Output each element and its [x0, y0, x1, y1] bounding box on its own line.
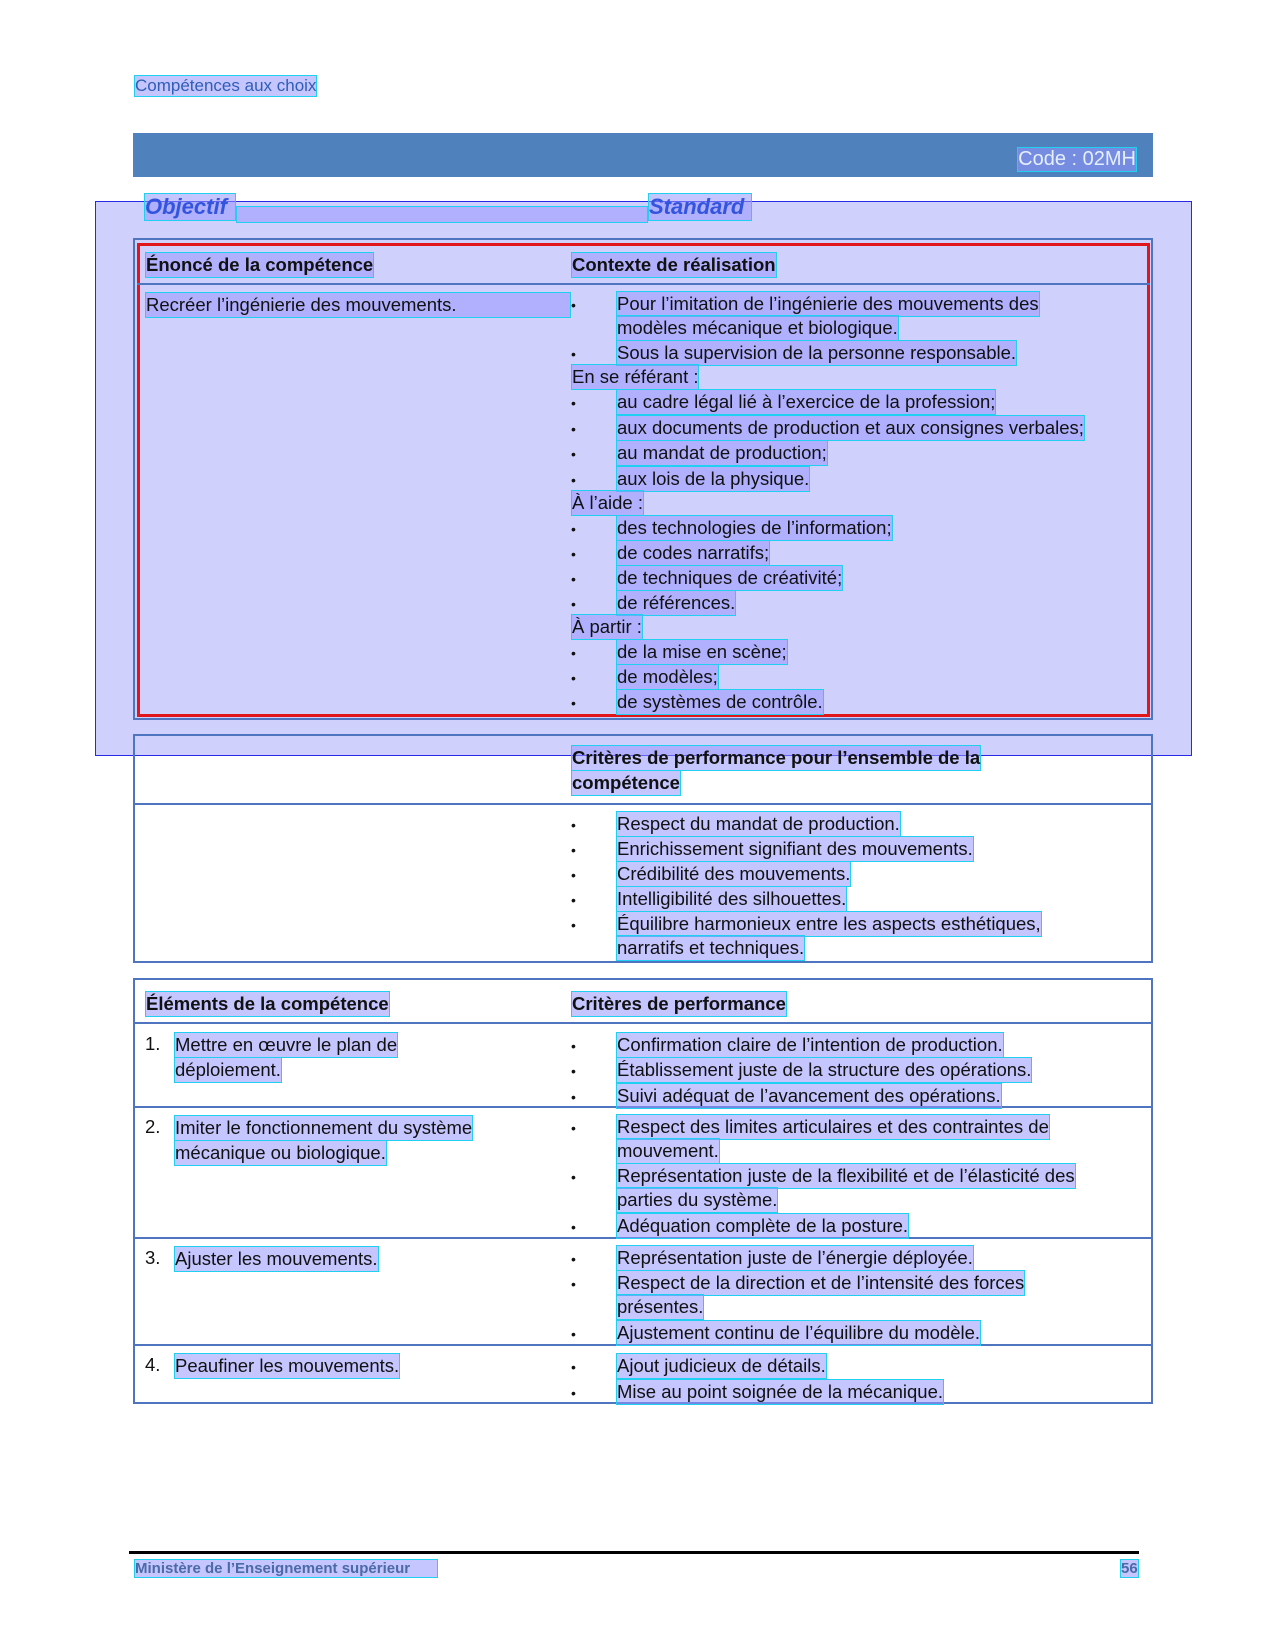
- context-item: En se référant :: [571, 364, 699, 390]
- criteres-heading: Critères de performance: [571, 991, 787, 1017]
- competency-statement: Recréer l’ingénierie des mouvements.: [145, 292, 571, 318]
- contexte-heading: Contexte de réalisation: [571, 252, 777, 278]
- footer-ministry: Ministère de l’Enseignement supérieur: [134, 1559, 438, 1578]
- objectif-label: Objectif: [144, 193, 236, 221]
- bullet-icon: •: [571, 1359, 576, 1375]
- context-item: Pour l’imitation de l’ingénierie des mouvements des: [616, 291, 1040, 317]
- bullet-icon: •: [571, 842, 576, 858]
- context-item: de systèmes de contrôle.: [616, 689, 824, 715]
- context-item: de la mise en scène;: [616, 639, 788, 665]
- element-label: mécanique ou biologique.: [174, 1140, 387, 1166]
- element-label: Ajuster les mouvements.: [174, 1246, 379, 1272]
- element-critere-item: Suivi adéquat de l’avancement des opérations.: [616, 1083, 1002, 1109]
- code-bar: [133, 133, 1153, 177]
- footer-page-number: 56: [1121, 1560, 1138, 1577]
- bullet-icon: •: [571, 546, 576, 562]
- context-item: de codes narratifs;: [616, 540, 770, 566]
- bullet-icon: •: [571, 472, 576, 488]
- element-critere-item: Mise au point soignée de la mécanique.: [616, 1379, 944, 1405]
- bullet-icon: •: [571, 1219, 576, 1235]
- bullet-icon: •: [571, 1251, 576, 1267]
- critere-ensemble-item: Enrichissement signifiant des mouvements.: [616, 836, 974, 862]
- critere-ensemble-item: Respect du mandat de production.: [616, 811, 901, 837]
- context-item: de modèles;: [616, 664, 719, 690]
- element-number: 1.: [145, 1033, 161, 1054]
- context-item: des technologies de l’information;: [616, 515, 893, 541]
- enonce-heading: Énoncé de la compétence: [145, 252, 374, 278]
- bullet-icon: •: [571, 645, 576, 661]
- element-critere-item: mouvement.: [616, 1138, 720, 1164]
- element-critere-item: parties du système.: [616, 1187, 778, 1213]
- context-item: À l’aide :: [571, 490, 644, 516]
- element-critere-item: présentes.: [616, 1294, 704, 1320]
- bullet-icon: •: [571, 421, 576, 437]
- bullet-icon: •: [571, 867, 576, 883]
- criteres-header-rule: [135, 803, 1151, 805]
- bullet-icon: •: [571, 917, 576, 933]
- element-label: déploiement.: [174, 1057, 282, 1083]
- bullet-icon: •: [571, 1089, 576, 1105]
- critere-ensemble-item: Équilibre harmonieux entre les aspects esthétiques,: [616, 911, 1042, 937]
- bullet-icon: •: [571, 1276, 576, 1292]
- element-number: 4.: [145, 1354, 161, 1375]
- context-item: modèles mécanique et biologique.: [616, 315, 899, 341]
- criteres-ensemble-heading-1: Critères de performance pour l’ensemble de la: [571, 745, 981, 771]
- element-critere-item: Respect de la direction et de l’intensité des forces: [616, 1270, 1025, 1296]
- element-critere-item: Confirmation claire de l’intention de production.: [616, 1032, 1004, 1058]
- bullet-icon: •: [571, 521, 576, 537]
- bullet-icon: •: [571, 446, 576, 462]
- element-critere-item: Ajustement continu de l’équilibre du modèle.: [616, 1320, 981, 1346]
- element-number: 2.: [145, 1116, 161, 1137]
- element-critere-item: Représentation juste de l’énergie déployée.: [616, 1245, 974, 1271]
- bullet-icon: •: [571, 1326, 576, 1342]
- bullet-icon: •: [571, 596, 576, 612]
- element-critere-item: Représentation juste de la flexibilité et de l’élasticité des: [616, 1163, 1076, 1189]
- element-critere-item: Adéquation complète de la posture.: [616, 1213, 909, 1239]
- context-item: aux lois de la physique.: [616, 466, 810, 492]
- bullet-icon: •: [571, 670, 576, 686]
- element-critere-item: Ajout judicieux de détails.: [616, 1353, 827, 1379]
- bullet-icon: •: [571, 395, 576, 411]
- footer-rule: [129, 1551, 1139, 1554]
- critere-ensemble-item: Intelligibilité des silhouettes.: [616, 886, 847, 912]
- context-item: aux documents de production et aux consignes verbales;: [616, 415, 1085, 441]
- element-critere-item: Établissement juste de la structure des opérations.: [616, 1057, 1032, 1083]
- element-number: 3.: [145, 1247, 161, 1268]
- critere-ensemble-item: narratifs et techniques.: [616, 935, 805, 961]
- bullet-icon: •: [571, 892, 576, 908]
- bullet-icon: •: [571, 346, 576, 362]
- context-item: au mandat de production;: [616, 440, 828, 466]
- context-item: au cadre légal lié à l’exercice de la profession;: [616, 389, 996, 415]
- element-critere-item: Respect des limites articulaires et des contraintes de: [616, 1114, 1050, 1140]
- standard-label: Standard: [648, 193, 752, 221]
- bullet-icon: •: [571, 817, 576, 833]
- bullet-icon: •: [571, 1120, 576, 1136]
- elements-header-rule: [135, 1022, 1151, 1024]
- label-connector: [236, 206, 648, 223]
- element-label: Imiter le fonctionnement du système: [174, 1115, 473, 1141]
- context-item: de références.: [616, 590, 736, 616]
- competency-code: Code : 02MH: [1018, 148, 1136, 170]
- bullet-icon: •: [571, 1169, 576, 1185]
- element-label: Mettre en œuvre le plan de: [174, 1032, 398, 1058]
- bullet-icon: •: [571, 695, 576, 711]
- page-header-title: Compétences aux choix: [135, 76, 317, 95]
- context-item: Sous la supervision de la personne responsable.: [616, 340, 1017, 366]
- bullet-icon: •: [571, 1063, 576, 1079]
- critere-ensemble-item: Crédibilité des mouvements.: [616, 861, 851, 887]
- context-item: de techniques de créativité;: [616, 565, 843, 591]
- context-item: À partir :: [571, 614, 643, 640]
- enonce-header-rule: [137, 283, 1150, 285]
- bullet-icon: •: [571, 297, 576, 313]
- bullet-icon: •: [571, 1385, 576, 1401]
- bullet-icon: •: [571, 571, 576, 587]
- criteres-ensemble-heading-2: compétence: [571, 770, 681, 796]
- element-label: Peaufiner les mouvements.: [174, 1353, 400, 1379]
- elements-heading: Éléments de la compétence: [145, 991, 390, 1017]
- bullet-icon: •: [571, 1038, 576, 1054]
